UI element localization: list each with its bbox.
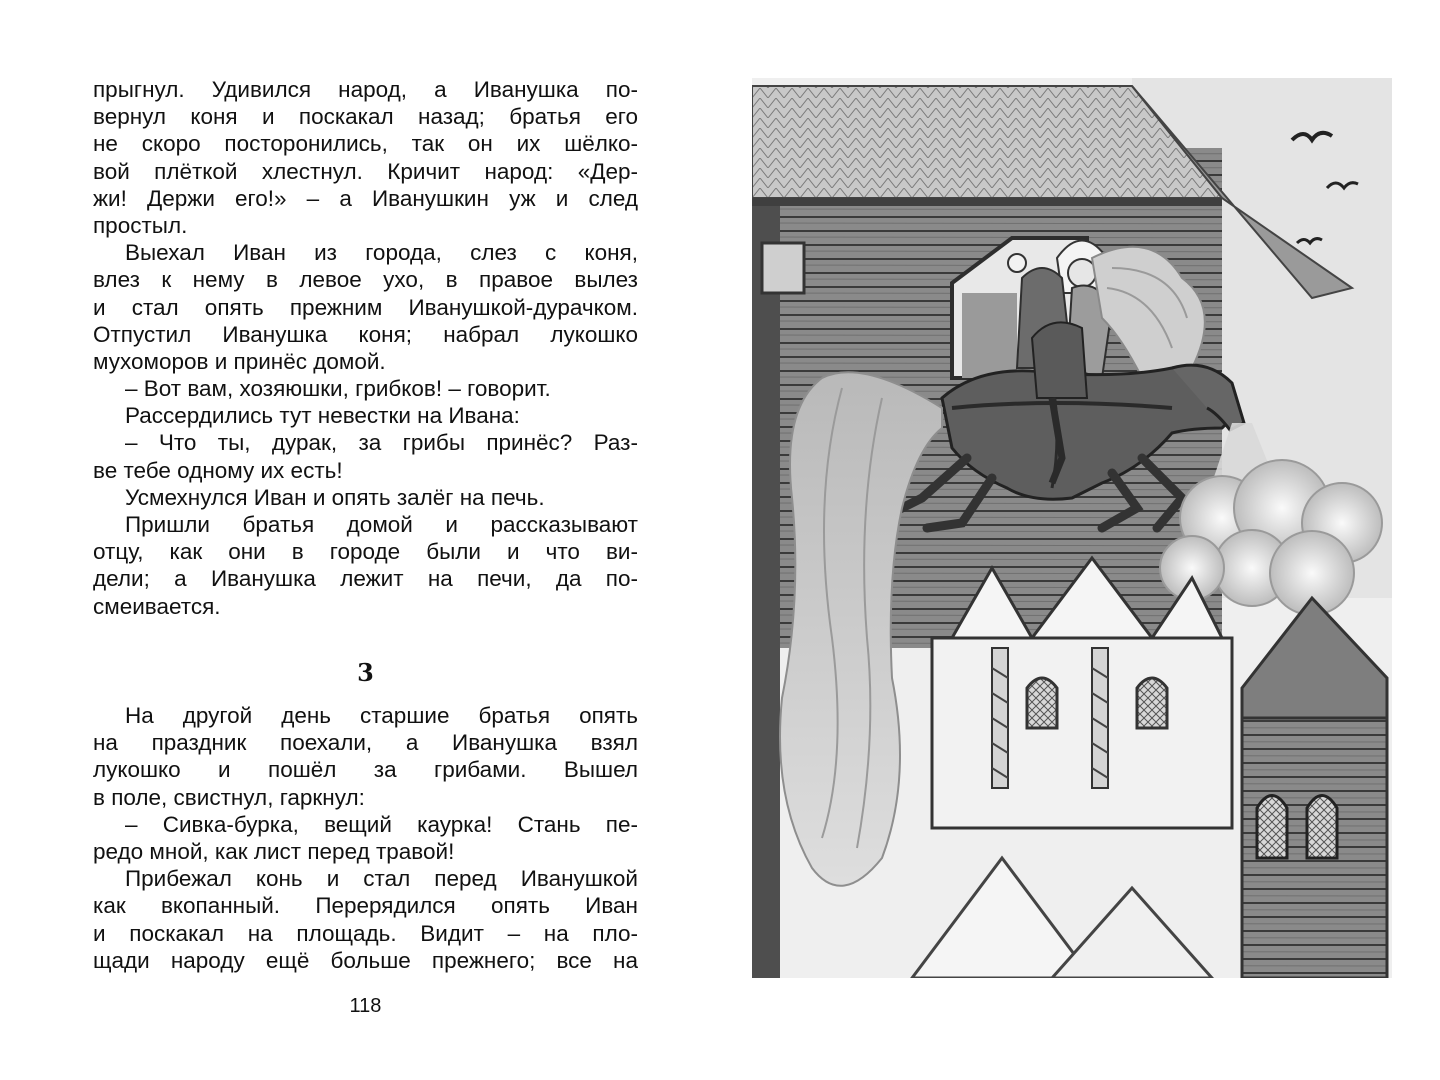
text-line: – Сивка-бурка, вещий каурка! Стань пе- (125, 811, 638, 837)
text-line: прыгнул. Удивился народ, а Иванушка по- (93, 77, 638, 102)
text-line: вой плёткой хлестнул. Кричит народ: «Дер- (93, 158, 638, 184)
page-number: 118 (349, 995, 382, 1017)
text-line: Прибежал конь и стал перед Иванушкой (125, 866, 638, 892)
text-line: На другой день старшие братья опять (125, 703, 638, 728)
text-line: как вкопанный. Перерядился опять Иван (93, 893, 638, 919)
text-line: и поскакал на площадь. Видит – на пло- (93, 920, 638, 946)
text-line: – Вот вам, хозяюшки, грибков! – говорит. (125, 376, 551, 402)
text-line: Пришли братья домой и рассказывают (125, 512, 638, 537)
text-line: на праздник поехали, а Иванушка взял (93, 730, 638, 756)
text-line: вернул коня и поскакал назад; братья его (93, 104, 638, 130)
text-line: Усмехнулся Иван и опять залёг на печь. (125, 484, 545, 510)
text-line: дели; а Иванушка лежит на печи, да по- (93, 566, 638, 592)
text-line: отцу, как они в городе были и что ви- (93, 539, 638, 565)
text-line: Отпустил Иванушка коня; набрал лукошко (93, 321, 638, 347)
text-line: простыл. (93, 212, 188, 238)
text-block-2 (93, 702, 638, 974)
chapter-number: 3 (357, 658, 374, 687)
text-line: мухоморов и принёс домой. (93, 348, 386, 374)
text-line: редо мной, как лист перед травой! (93, 838, 455, 864)
text-line: в поле, свистнул, гаркнул: (93, 784, 365, 810)
text-line: Выехал Иван из города, слез с коня, (125, 240, 638, 266)
text-line: жи! Держи его!» – а Иванушкин уж и след (93, 185, 638, 211)
text-line: и стал опять прежним Иванушкой-дурачком. (93, 294, 638, 320)
text-line: ве тебе одному их есть! (93, 457, 343, 483)
text-line: Рассердились тут невестки на Ивана: (125, 403, 520, 429)
text-line: щади народу ещё больше прежнего; все на (93, 947, 638, 973)
illustration-icon (752, 78, 1392, 978)
text-line: – Что ты, дурак, за грибы принёс? Раз- (125, 430, 638, 456)
text-block-1 (93, 76, 638, 620)
text-line: смеивается. (93, 593, 221, 619)
text-line: влез к нему в левое ухо, в правое вылез (93, 267, 638, 293)
text-line: лукошко и пошёл за грибами. Вышел (93, 757, 638, 783)
text-line: не скоро посторонились, так он их шёлко- (93, 131, 638, 157)
